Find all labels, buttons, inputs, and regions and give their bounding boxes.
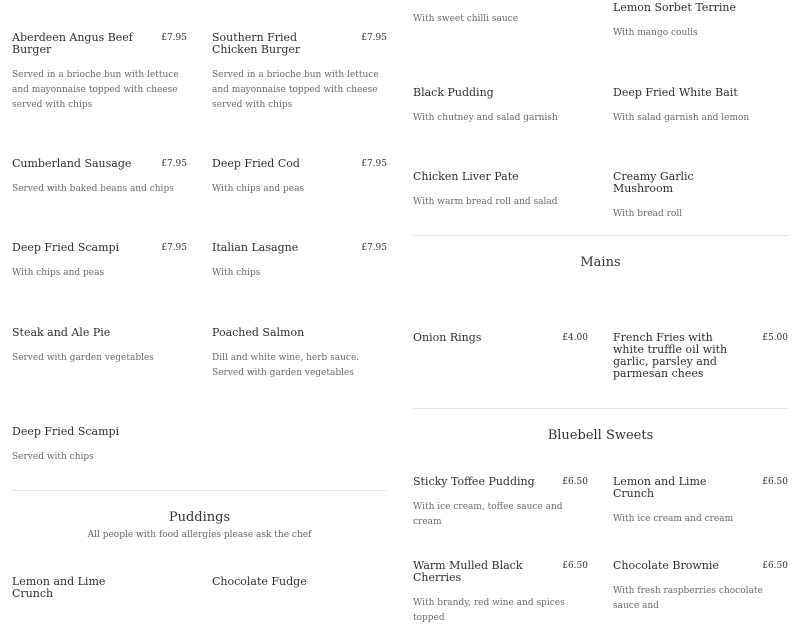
menu-item-name: Steak and Ale Pie — [12, 326, 111, 339]
menu-item-name: Deep Fried White Bait — [613, 86, 738, 99]
menu-item-price: £6.50 — [562, 477, 588, 487]
menu-item-description: With salad garnish and lemon — [613, 113, 750, 123]
menu-item-description: With mango coulis — [613, 28, 698, 38]
menu-item-price: £7.95 — [361, 159, 387, 169]
section-divider — [413, 235, 788, 236]
menu-item-name: Warm Mulled Black Cherries — [413, 559, 523, 584]
menu-item-description: With chips — [212, 268, 261, 278]
menu-item[interactable] — [413, 171, 588, 210]
menu-item[interactable] — [613, 476, 788, 527]
menu-item-price: £7.95 — [361, 33, 387, 43]
section-divider — [413, 408, 788, 409]
section-divider — [12, 490, 387, 491]
menu-item-description: With chips and peas — [12, 268, 105, 278]
menu-item-price: £7.95 — [161, 33, 187, 43]
menu-item-price: £6.50 — [762, 477, 788, 487]
menu-item[interactable] — [12, 426, 187, 465]
menu-item-name: Italian Lasagne — [212, 241, 299, 254]
menu-item-description: With brandy, red wine and spices topped — [413, 598, 565, 623]
menu-item-price: £6.50 — [762, 561, 788, 571]
menu-item-description: With chips and peas — [212, 184, 305, 194]
menu-item-price: £7.95 — [161, 243, 187, 253]
menu-item-price: £5.00 — [762, 333, 788, 343]
menu-item[interactable] — [212, 327, 387, 381]
menu-item-name: Cumberland Sausage — [12, 157, 132, 170]
menu-item[interactable] — [12, 158, 187, 197]
menu-item[interactable] — [613, 171, 788, 222]
menu-item-name: Black Pudding — [413, 86, 494, 99]
menu-item-description: With ice cream, toffee sauce and cream — [413, 502, 563, 527]
menu-item[interactable] — [12, 327, 187, 366]
menu-item-name: French Fries with white truffle oil with garlic, parsley and parmesan chees — [613, 331, 728, 380]
section-title-puddings: Puddings — [168, 510, 231, 525]
menu-item[interactable] — [613, 332, 788, 380]
menu-item-name: Creamy Garlic Mushroom — [613, 170, 694, 195]
menu-item[interactable] — [413, 560, 588, 626]
menu-item[interactable] — [613, 560, 788, 614]
menu-item[interactable] — [12, 576, 187, 600]
menu-item-price: £7.95 — [361, 243, 387, 253]
menu-item-name: Southern Fried Chicken Burger — [212, 31, 301, 56]
menu-item-price: £7.95 — [161, 159, 187, 169]
menu-item-description: Dill and white wine, herb sauce. Served with garden vegetables — [212, 353, 360, 378]
menu-item-name: Aberdeen Angus Beef Burger — [12, 31, 133, 56]
menu-item-description: With chutney and salad garnish — [413, 113, 558, 123]
menu-item-description: With sweet chilli sauce — [413, 14, 519, 24]
menu-item[interactable] — [212, 158, 387, 197]
menu-item-name: Poached Salmon — [212, 326, 305, 339]
menu-item[interactable] — [613, 87, 788, 126]
menu-item-name: Lemon Sorbet Terrine — [613, 1, 736, 14]
menu-item[interactable] — [413, 332, 588, 344]
menu-item-price: £6.50 — [562, 561, 588, 571]
menu-item-description: Served in a brioche bun with lettuce and mayonnaise topped with cheese served with chips — [212, 70, 379, 110]
menu-item[interactable] — [413, 12, 588, 27]
menu-item-name: Deep Fried Cod — [212, 157, 300, 170]
menu-item-name: Chicken Liver Pate — [413, 170, 519, 183]
menu-item-name: Lemon and Lime Crunch — [613, 475, 707, 500]
menu-item-name: Lemon and Lime Crunch — [12, 575, 106, 600]
menu-item[interactable] — [12, 32, 187, 113]
section-title-mains: Mains — [580, 255, 621, 270]
menu-item-name: Deep Fried Scampi — [12, 241, 120, 254]
section-title-bluebell-sweets: Bluebell Sweets — [547, 428, 654, 443]
menu-item-description: Served with chips — [12, 452, 94, 462]
menu-item-description: With fresh raspberries chocolate sauce and — [613, 586, 763, 611]
menu-item-name: Chocolate Brownie — [613, 559, 719, 572]
menu-item-name: Sticky Toffee Pudding — [413, 475, 535, 488]
menu-item-description: With warm bread roll and salad — [413, 197, 558, 207]
menu-item[interactable] — [413, 476, 588, 530]
menu-item-price: £4.00 — [562, 333, 588, 343]
menu-item-description: With bread roll — [613, 209, 683, 219]
menu-item-name: Chocolate Fudge — [212, 575, 307, 588]
menu-item-name: Deep Fried Scampi — [12, 425, 120, 438]
menu-item-description: Served in a brioche bun with lettuce and mayonnaise topped with cheese served with chips — [12, 70, 179, 110]
menu-item-description: Served with baked beans and chips — [12, 184, 174, 194]
menu-item[interactable] — [212, 32, 387, 113]
menu-item[interactable] — [413, 87, 588, 126]
allergy-note: All people with food allergies please ask the chef — [87, 530, 312, 540]
menu-item[interactable] — [12, 242, 187, 281]
menu-item-description: Served with garden vegetables — [12, 353, 154, 363]
menu-item[interactable] — [212, 576, 387, 588]
menu-item[interactable] — [613, 2, 788, 41]
menu-item-description: With ice cream and cream — [613, 514, 734, 524]
menu-item-name: Onion Rings — [413, 331, 482, 344]
menu-item[interactable] — [212, 242, 387, 281]
